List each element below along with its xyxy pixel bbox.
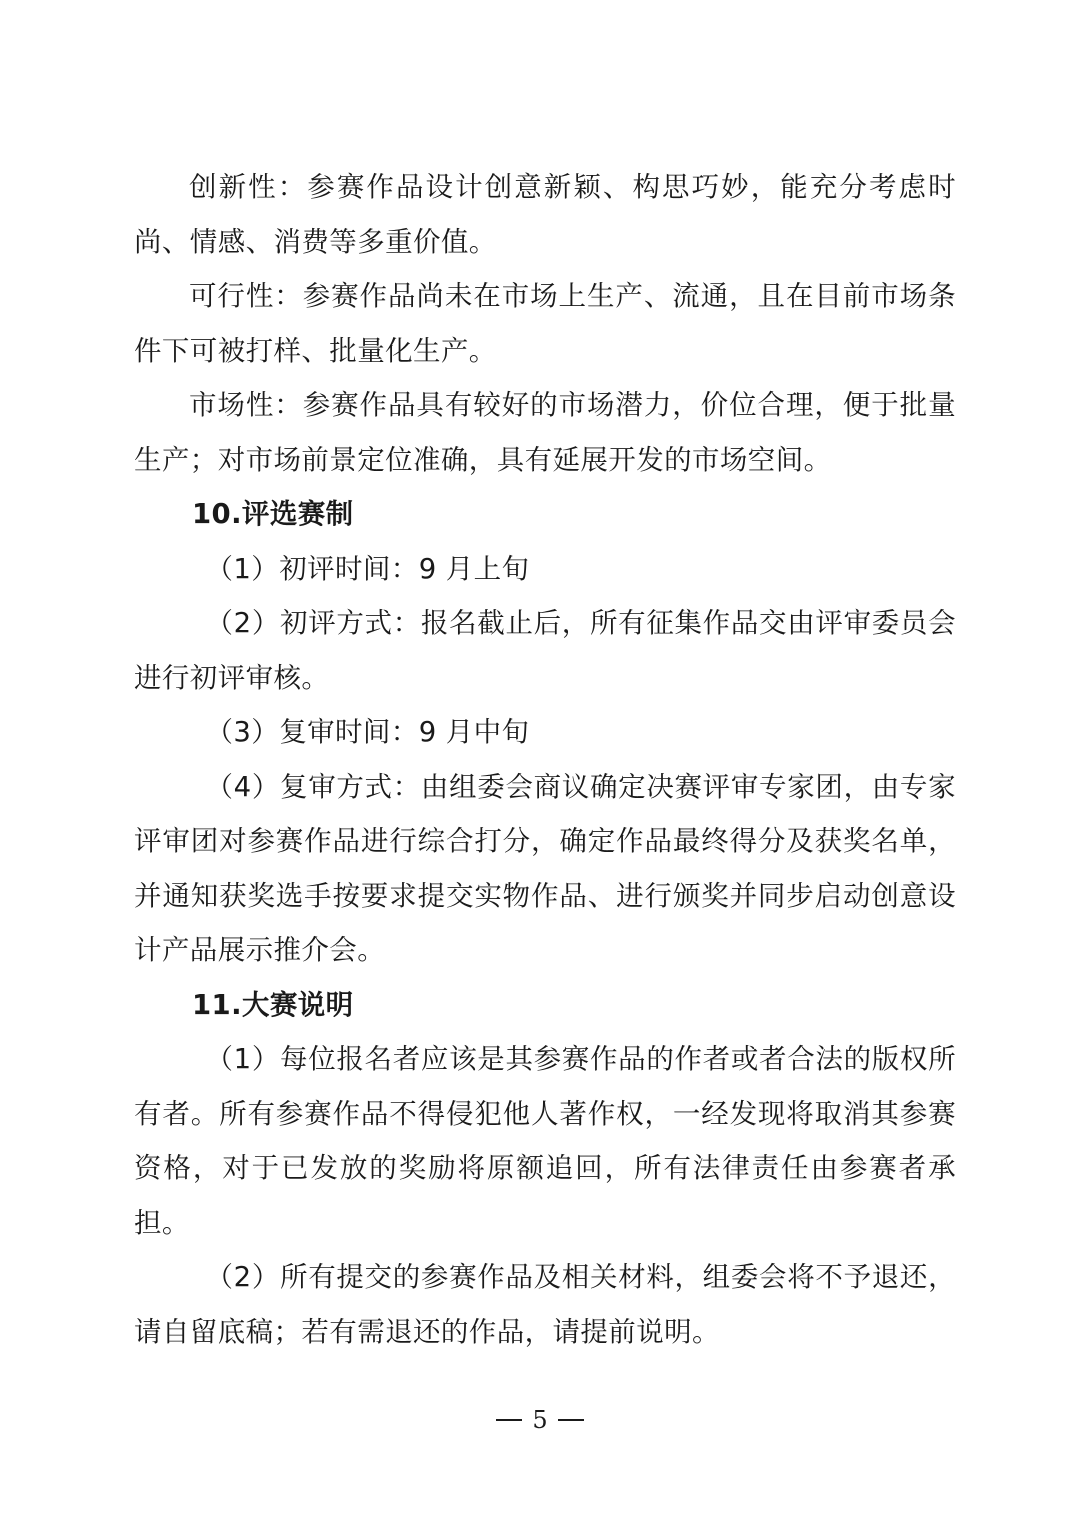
footer-dash-left [496,1419,522,1421]
selection-item-1: （1）初评时间：9 月上旬 [205,552,530,585]
footer-dash-right [558,1419,584,1421]
criterion-marketability: 市场性：参赛作品具有较好的市场潜力，价位合理，便于批量生产；对市场前景定位准确，具有延展开发的市场空间。 [134,389,956,476]
criterion-innovation: 创新性：参赛作品设计创意新颖、构思巧妙，能充分考虑时尚、情感、消费等多重价值。 [134,171,956,258]
notes-item-1: （1）每位报名者应该是其参赛作品的作者或者合法的版权所有者。所有参赛作品不得侵犯他人著作权，一经发现将取消其参赛资格，对于已发放的奖励将原额追回，所有法律责任由参赛者承担。 [134,1043,956,1239]
page-footer [0,1406,1080,1434]
notes-item-2: （2）所有提交的参赛作品及相关材料，组委会将不予退还，请自留底稿；若有需退还的作品，请提前说明。 [134,1261,956,1348]
document-body [134,160,956,1359]
selection-item-3: （3）复审时间：9 月中旬 [205,716,530,748]
section-heading-notes: 11.大赛说明 [192,988,354,1021]
page-number: 5 [532,1406,548,1434]
selection-item-4: （4）复审方式：由组委会商议确定决赛评审专家团，由专家评审团对参赛作品进行综合打分，确定作品最终得分及获奖名单，并通知获奖选手按要求提交实物作品、进行颁奖并同步启动创意设计产品展示推介会。 [134,770,956,966]
section-heading-selection: 10.评选赛制 [192,498,354,530]
criterion-feasibility: 可行性：参赛作品尚未在市场上生产、流通，且在目前市场条件下可被打样、批量化生产。 [134,280,956,367]
selection-item-2: （2）初评方式：报名截止后，所有征集作品交由评审委员会进行初评审核。 [134,607,956,694]
